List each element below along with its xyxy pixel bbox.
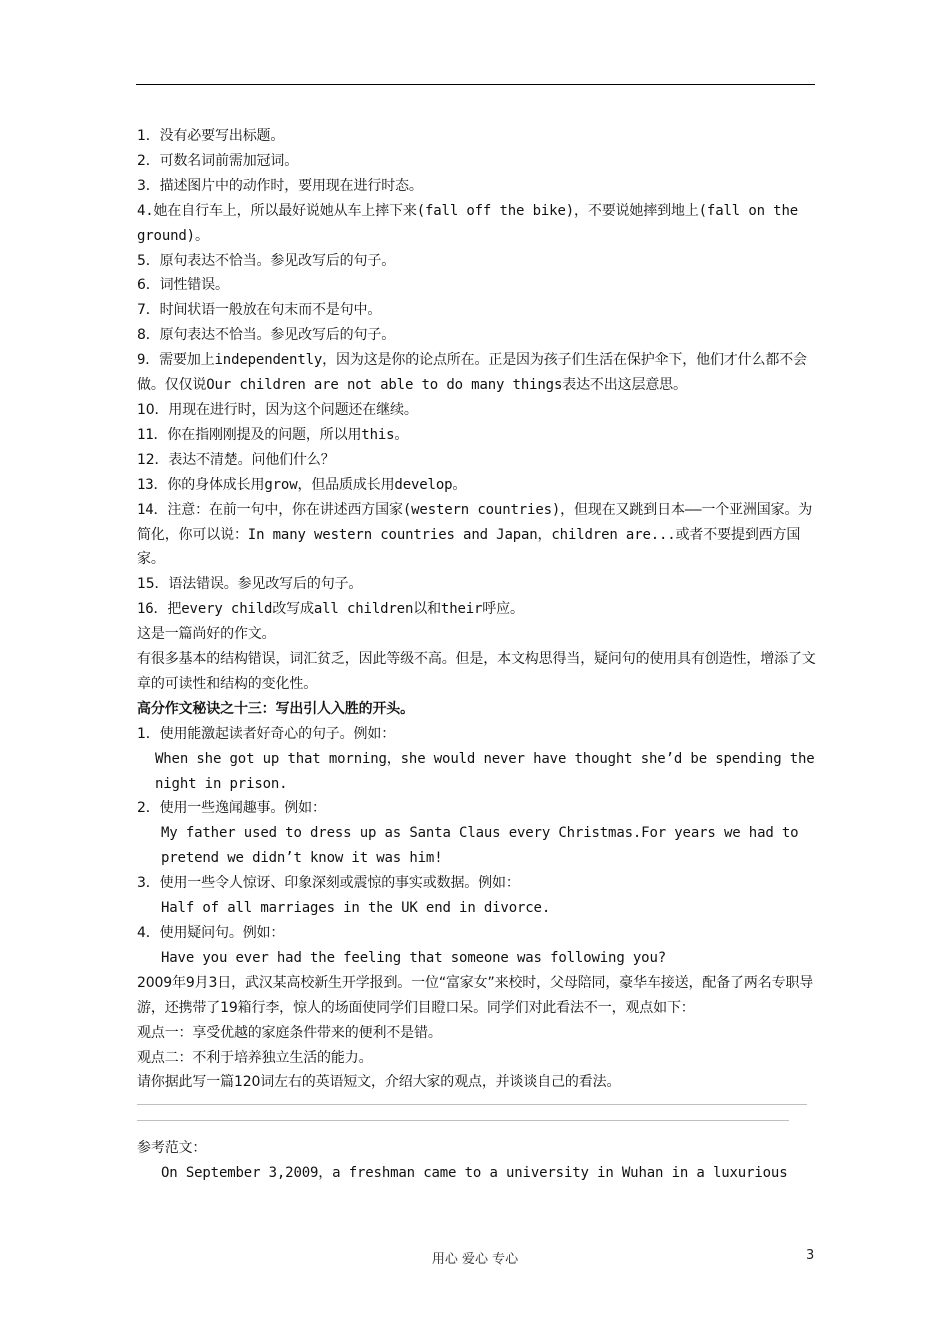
tip-3-label: 3．使用一些令人惊讶、印象深刻或震惊的事实或数据。例如： bbox=[137, 875, 520, 892]
note-9: 9．需要加上independently，因为这是你的论点所在。正是因为孩子们生活在保护伞下，他们才什么都不会做。仅仅说Our children are not able to do many things表达不出这层意思。 bbox=[137, 352, 807, 394]
page-number: 3 bbox=[806, 1248, 815, 1263]
tip-1-example: When she got up that morning，she would never have thought she’d be spending the night in prison. bbox=[155, 750, 815, 792]
sample-label: 参考范文： bbox=[137, 1140, 207, 1157]
viewpoint-1: 观点一：享受优越的家庭条件带来的便利不是错。 bbox=[137, 1024, 442, 1041]
note-5: 5．原句表达不恰当。参见改写后的句子。 bbox=[137, 252, 396, 269]
header-rule bbox=[136, 84, 815, 85]
note-4: 4.她在自行车上，所以最好说她从车上摔下来(fall off the bike)，不要说她摔到地上(fall on the ground)。 bbox=[137, 202, 798, 244]
writing-instruction: 请你据此写一篇120词左右的英语短文，介绍大家的观点，并谈谈自己的看法。 bbox=[137, 1074, 621, 1091]
document-body bbox=[137, 124, 817, 1186]
tip-2-example: My father used to dress up as Santa Claus every Christmas.For years we had to pretend we didn’t know it was him! bbox=[161, 825, 799, 867]
answer-line-2 bbox=[137, 1120, 789, 1121]
note-15: 15．语法错误。参见改写后的句子。 bbox=[137, 576, 363, 593]
note-11: 11．你在指刚刚提及的问题，所以用this。 bbox=[137, 426, 409, 443]
answer-line-1 bbox=[137, 1104, 807, 1105]
tip-3-example: Half of all marriages in the UK end in divorce. bbox=[161, 900, 551, 917]
note-6: 6．词性错误。 bbox=[137, 277, 229, 294]
note-12: 12．表达不清楚。问他们什么？ bbox=[137, 451, 335, 468]
tip-4-example: Have you ever had the feeling that someone was following you? bbox=[161, 949, 667, 966]
tip-1-label: 1．使用能激起读者好奇心的句子。例如： bbox=[137, 725, 396, 742]
note-16: 16．把every child改写成all children以和their呼应。 bbox=[137, 601, 524, 618]
note-14: 14．注意：在前一句中，你在讲述西方国家(western countries)，但现在又跳到日本——一个亚洲国家。为简化，你可以说：In many western countries and Japan，children are...或者不要提到西方国家。 bbox=[137, 501, 813, 568]
tip-2-label: 2．使用一些逸闻趣事。例如： bbox=[137, 800, 326, 817]
task-intro: 2009年9月3日，武汉某高校新生开学报到。一位“富家女”来校时，父母陪同，豪华车接送，配备了两名专职导游，还携带了19箱行李，惊人的场面使同学们目瞪口呆。同学们对此看法不一，观点如下： bbox=[137, 974, 814, 1016]
footer-motto: 用心 爱心 专心 bbox=[431, 1252, 519, 1267]
note-8: 8．原句表达不恰当。参见改写后的句子。 bbox=[137, 327, 396, 344]
viewpoint-2: 观点二：不利于培养独立生活的能力。 bbox=[137, 1049, 373, 1066]
sample-essay-start: On September 3,2009，a freshman came to a university in Wuhan in a luxurious bbox=[161, 1165, 788, 1182]
summary-short: 这是一篇尚好的作文。 bbox=[137, 626, 276, 643]
section-heading: 高分作文秘诀之十三：写出引人入胜的开头。 bbox=[137, 700, 414, 717]
note-10: 10．用现在进行时，因为这个问题还在继续。 bbox=[137, 401, 418, 418]
note-13: 13．你的身体成长用grow，但品质成长用develop。 bbox=[137, 476, 467, 493]
page-footer bbox=[0, 1248, 950, 1268]
note-3: 3．描述图片中的动作时，要用现在进行时态。 bbox=[137, 177, 423, 194]
note-7: 7．时间状语一般放在句末而不是句中。 bbox=[137, 302, 382, 319]
tip-4-label: 4．使用疑问句。例如： bbox=[137, 925, 285, 941]
summary-long: 有很多基本的结构错误，词汇贫乏，因此等级不高。但是，本文构思得当，疑问句的使用具有创造性，增添了文章的可读性和结构的变化性。 bbox=[137, 651, 816, 692]
note-2: 2．可数名词前需加冠词。 bbox=[137, 152, 299, 169]
note-1: 1．没有必要写出标题。 bbox=[137, 128, 285, 144]
